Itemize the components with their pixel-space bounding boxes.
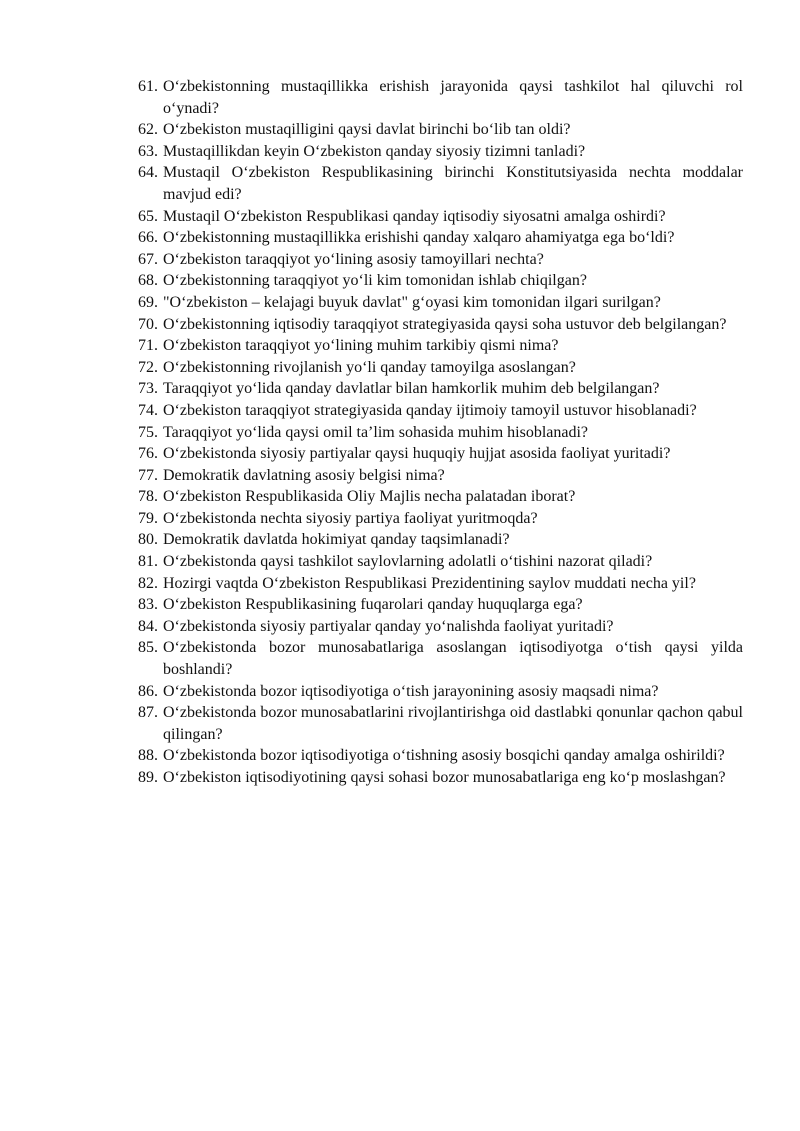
question-text: O‘zbekistonda qaysi tashkilot saylovlarning adolatli o‘tishini nazorat qiladi? — [163, 553, 653, 571]
question-item — [138, 637, 743, 680]
question-number: 70. — [138, 315, 158, 333]
question-text: O‘zbekiston taraqqiyot strategiyasida qanday ijtimoiy tamoyil ustuvor hisoblanadi? — [163, 401, 697, 419]
question-item — [138, 357, 743, 379]
question-text: Demokratik davlatda hokimiyat qanday taqsimlanadi? — [163, 531, 510, 549]
question-number: 68. — [138, 272, 158, 290]
question-item — [138, 270, 743, 292]
question-text: O‘zbekiston taraqqiyot yo‘lining muhim tarkibiy qismi nima? — [163, 337, 559, 355]
question-number: 73. — [138, 380, 158, 398]
question-item — [138, 292, 743, 314]
question-number: 82. — [138, 574, 158, 592]
question-number: 78. — [138, 488, 158, 506]
question-item — [138, 422, 743, 444]
question-item — [138, 529, 743, 551]
question-number: 80. — [138, 531, 158, 549]
question-item — [138, 335, 743, 357]
question-number: 87. — [138, 704, 158, 722]
question-text: O‘zbekistonning rivojlanish yo‘li qanday tamoyilga asoslangan? — [163, 358, 576, 376]
question-item — [138, 594, 743, 616]
question-text: O‘zbekiston mustaqilligini qaysi davlat birinchi bo‘lib tan oldi? — [163, 121, 571, 139]
question-item — [138, 227, 743, 249]
question-item — [138, 206, 743, 228]
document-page — [138, 76, 743, 789]
question-number: 88. — [138, 747, 158, 765]
question-item — [138, 443, 743, 465]
question-item — [138, 378, 743, 400]
question-item — [138, 465, 743, 487]
question-number: 85. — [138, 639, 158, 657]
question-text: Mustaqil O‘zbekiston Respublikasining birinchi Konstitutsiyasida nechta moddalar mavjud edi? — [163, 164, 743, 203]
question-item — [138, 486, 743, 508]
question-number: 74. — [138, 401, 158, 419]
question-item — [138, 702, 743, 745]
question-item — [138, 249, 743, 271]
question-text: Mustaqil O‘zbekiston Respublikasi qanday iqtisodiy siyosatni amalga oshirdi? — [163, 207, 666, 225]
question-item — [138, 508, 743, 530]
question-item — [138, 681, 743, 703]
question-number: 89. — [138, 769, 158, 786]
question-text: Hozirgi vaqtda O‘zbekiston Respublikasi Prezidentining saylov muddati necha yil? — [163, 574, 696, 592]
question-number: 71. — [138, 337, 158, 355]
question-list — [138, 76, 743, 789]
question-item — [138, 616, 743, 638]
question-text: O‘zbekistonda siyosiy partiyalar qaysi huquqiy hujjat asosida faoliyat yuritadi? — [163, 445, 671, 463]
question-text: O‘zbekistonda bozor munosabatlariga asoslangan iqtisodiyotga o‘tish qaysi yilda boshlandi? — [163, 639, 743, 679]
question-text: O‘zbekiston Respublikasida Oliy Majlis necha palatadan iborat? — [163, 488, 576, 506]
question-text: O‘zbekiston iqtisodiyotining qaysi sohasi bozor munosabatlariga eng ko‘p moslashgan? — [163, 769, 726, 786]
question-number: 72. — [138, 358, 158, 376]
question-item — [138, 400, 743, 422]
question-number: 62. — [138, 121, 158, 139]
question-item — [138, 162, 743, 205]
question-text: O‘zbekistonda nechta siyosiy partiya faoliyat yuritmoqda? — [163, 509, 538, 527]
question-text: "O‘zbekiston – kelajagi buyuk davlat" g‘oyasi kim tomonidan ilgari surilgan? — [163, 293, 661, 311]
question-item — [138, 314, 743, 336]
question-text: O‘zbekiston taraqqiyot yo‘lining asosiy tamoyillari nechta? — [163, 250, 544, 268]
question-text: O‘zbekistonda bozor iqtisodiyotiga o‘tishning asosiy bosqichi qanday amalga oshirildi? — [163, 747, 725, 765]
question-item — [138, 551, 743, 573]
question-number: 65. — [138, 207, 158, 225]
question-text: Taraqqiyot yo‘lida qaysi omil ta’lim sohasida muhim hisoblanadi? — [163, 423, 589, 441]
question-number: 67. — [138, 250, 158, 268]
question-text: O‘zbekiston Respublikasining fuqarolari qanday huquqlarga ega? — [163, 596, 583, 614]
question-item — [138, 767, 743, 789]
question-number: 84. — [138, 617, 158, 635]
question-number: 81. — [138, 553, 158, 571]
question-item — [138, 119, 743, 141]
question-text: O‘zbekistonda siyosiy partiyalar qanday yo‘nalishda faoliyat yuritadi? — [163, 617, 614, 635]
question-text: Demokratik davlatning asosiy belgisi nima? — [163, 466, 445, 484]
question-item — [138, 745, 743, 767]
question-text: O‘zbekistonning mustaqillikka erishishi qanday xalqaro ahamiyatga ega bo‘ldi? — [163, 229, 675, 247]
question-number: 66. — [138, 229, 158, 247]
question-number: 61. — [138, 78, 158, 95]
question-text: O‘zbekistonda bozor munosabatlarini rivojlantirishga oid dastlabki qonunlar qachon qabul qilingan? — [163, 704, 743, 743]
question-number: 76. — [138, 445, 158, 463]
question-number: 63. — [138, 142, 158, 160]
question-text: O‘zbekistonning mustaqillikka erishish jarayonida qaysi tashkilot hal qiluvchi rol o‘ynadi? — [163, 78, 743, 117]
question-number: 64. — [138, 164, 158, 182]
question-number: 77. — [138, 466, 158, 484]
question-item — [138, 141, 743, 163]
question-text: O‘zbekistonning taraqqiyot yo‘li kim tomonidan ishlab chiqilgan? — [163, 272, 587, 290]
question-text: O‘zbekistonda bozor iqtisodiyotiga o‘tish jarayonining asosiy maqsadi nima? — [163, 682, 659, 700]
question-number: 83. — [138, 596, 158, 614]
question-number: 75. — [138, 423, 158, 441]
question-text: O‘zbekistonning iqtisodiy taraqqiyot strategiyasida qaysi soha ustuvor deb belgilangan? — [163, 315, 727, 333]
question-text: Mustaqillikdan keyin O‘zbekiston qanday siyosiy tizimni tanladi? — [163, 142, 586, 160]
question-number: 69. — [138, 293, 158, 311]
question-text: Taraqqiyot yo‘lida qanday davlatlar bilan hamkorlik muhim deb belgilangan? — [163, 380, 660, 398]
question-item — [138, 573, 743, 595]
question-number: 79. — [138, 509, 158, 527]
question-item — [138, 76, 743, 119]
question-number: 86. — [138, 682, 158, 700]
